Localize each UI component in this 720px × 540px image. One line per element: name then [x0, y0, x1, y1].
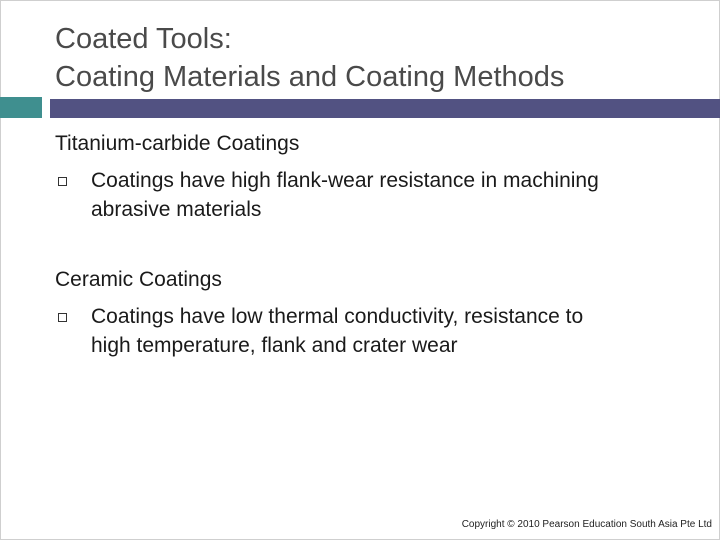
- hollow-square-icon: [58, 177, 67, 186]
- bullet-text-line: abrasive materials: [91, 198, 262, 221]
- title-accent-bar: [50, 99, 720, 118]
- bullet-text-line: Coatings have high flank-wear resistance in machining: [91, 169, 599, 192]
- section-heading-ceramic: Ceramic Coatings: [55, 268, 222, 291]
- bullet-text-line: high temperature, flank and crater wear: [91, 334, 458, 357]
- copyright-footer: Copyright © 2010 Pearson Education South Asia Pte Ltd: [461, 519, 712, 530]
- slide-title-line-2: Coating Materials and Coating Methods: [55, 61, 565, 93]
- title-accent-left-block: [0, 97, 42, 118]
- hollow-square-icon: [58, 313, 67, 322]
- section-heading-titanium-carbide: Titanium-carbide Coatings: [55, 132, 300, 155]
- bullet-text-line: Coatings have low thermal conductivity, resistance to: [91, 305, 584, 328]
- slide-title-line-1: Coated Tools:: [55, 23, 232, 55]
